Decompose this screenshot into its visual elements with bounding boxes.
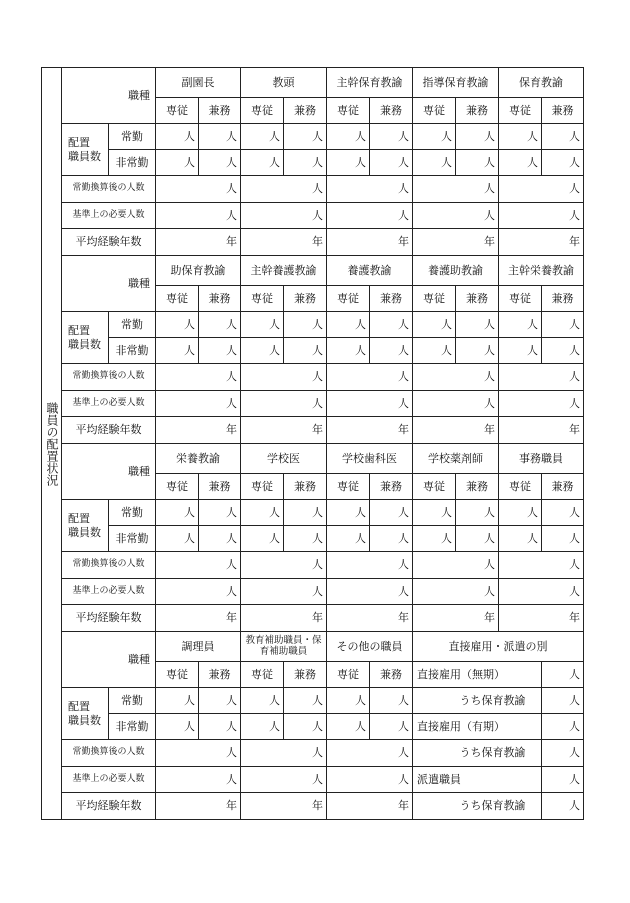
- senju-label: 専従: [156, 98, 199, 124]
- person-count-field[interactable]: 人: [284, 526, 327, 552]
- hijokin-label: 非常勤: [109, 150, 156, 176]
- employment-sub-label: うち保育教諭: [456, 793, 542, 820]
- role-header: 学校薬剤師: [413, 444, 499, 474]
- person-count-field[interactable]: 人: [370, 526, 413, 552]
- employment-label: 派遣職員: [413, 767, 542, 793]
- person-count-field[interactable]: 人: [156, 176, 241, 203]
- senju-label: 専従: [499, 474, 542, 500]
- hijokin-row: [42, 150, 584, 176]
- person-count-field[interactable]: 人: [542, 688, 584, 714]
- senju-label: 専従: [499, 286, 542, 312]
- keiken-label: 平均経験年数: [62, 417, 156, 444]
- person-count-field[interactable]: 人: [542, 740, 584, 767]
- role-header: 主幹栄養教諭: [499, 256, 584, 286]
- kenmu-label: 兼務: [542, 286, 584, 312]
- person-count-field[interactable]: 人: [199, 526, 241, 552]
- person-count-field[interactable]: 人: [542, 150, 584, 176]
- haichi-label-line1: 配置: [68, 323, 90, 337]
- person-count-field[interactable]: 人: [284, 150, 327, 176]
- person-count-field[interactable]: 人: [370, 312, 413, 338]
- kenmu-label: 兼務: [199, 662, 241, 688]
- hijokin-label: 非常勤: [109, 714, 156, 740]
- person-count-field[interactable]: 人: [542, 793, 584, 820]
- person-count-field[interactable]: 人: [456, 124, 499, 150]
- kijun-label: 基準上の必要人数: [62, 391, 156, 417]
- person-count-field[interactable]: 人: [284, 500, 327, 526]
- kansan-row: [42, 176, 584, 203]
- jokin-label: 常勤: [109, 688, 156, 714]
- person-count-field[interactable]: 人: [499, 500, 542, 526]
- role-header: 学校歯科医: [327, 444, 413, 474]
- kenmu-label: 兼務: [284, 474, 327, 500]
- senju-label: 専従: [156, 662, 199, 688]
- year-unit-field[interactable]: 年: [499, 417, 584, 444]
- keiken-label: 平均経験年数: [62, 605, 156, 632]
- person-count-field[interactable]: 人: [156, 740, 241, 767]
- person-count-field[interactable]: 人: [241, 552, 327, 579]
- kenmu-label: 兼務: [199, 98, 241, 124]
- person-count-field[interactable]: 人: [499, 124, 542, 150]
- role-header: 教育補助職員・保育補助職員: [241, 632, 327, 662]
- year-unit-field[interactable]: 年: [413, 417, 499, 444]
- person-count-field[interactable]: 人: [241, 312, 284, 338]
- year-unit-field[interactable]: 年: [156, 417, 241, 444]
- hijokin-label: 非常勤: [109, 338, 156, 364]
- kenmu-label: 兼務: [199, 474, 241, 500]
- year-unit-field[interactable]: 年: [413, 229, 499, 256]
- person-count-field[interactable]: 人: [370, 688, 413, 714]
- year-unit-field[interactable]: 年: [327, 793, 413, 820]
- year-unit-field[interactable]: 年: [156, 229, 241, 256]
- year-unit-field[interactable]: 年: [327, 417, 413, 444]
- person-count-field[interactable]: 人: [327, 526, 370, 552]
- person-count-field[interactable]: 人: [413, 364, 499, 391]
- person-count-field[interactable]: 人: [327, 338, 370, 364]
- person-count-field[interactable]: 人: [241, 526, 284, 552]
- keiken-row: [42, 417, 584, 444]
- person-count-field[interactable]: 人: [199, 338, 241, 364]
- person-count-field[interactable]: 人: [499, 526, 542, 552]
- kansan-row: [42, 364, 584, 391]
- role-header: 指導保育教諭: [413, 68, 499, 98]
- kenmu-label: 兼務: [370, 286, 413, 312]
- role-header: 主幹保育教諭: [327, 68, 413, 98]
- person-count-field[interactable]: 人: [241, 767, 327, 793]
- person-count-field[interactable]: 人: [456, 150, 499, 176]
- person-count-field[interactable]: 人: [413, 124, 456, 150]
- kenmu-label: 兼務: [456, 286, 499, 312]
- person-count-field[interactable]: 人: [413, 203, 499, 229]
- person-count-field[interactable]: 人: [241, 500, 284, 526]
- person-count-field[interactable]: 人: [284, 312, 327, 338]
- person-count-field[interactable]: 人: [327, 176, 413, 203]
- jokin-label: 常勤: [109, 500, 156, 526]
- senju-label: 専従: [241, 474, 284, 500]
- person-count-field[interactable]: 人: [327, 312, 370, 338]
- kansan-label: 常勤換算後の人数: [62, 364, 156, 391]
- senju-label: 専従: [241, 662, 284, 688]
- person-count-field[interactable]: 人: [542, 338, 584, 364]
- senju-label: 専従: [156, 286, 199, 312]
- role-header-row: [42, 444, 584, 474]
- person-count-field[interactable]: 人: [499, 203, 584, 229]
- jokin-row: [42, 124, 584, 150]
- keiken-row: [42, 793, 584, 820]
- indent-pad: [413, 740, 456, 767]
- year-unit-field[interactable]: 年: [241, 417, 327, 444]
- kijun-row: [42, 767, 584, 793]
- senju-label: 専従: [413, 98, 456, 124]
- kenmu-label: 兼務: [456, 98, 499, 124]
- jokin-row: [42, 500, 584, 526]
- shokushu-label: 職種: [62, 68, 156, 124]
- person-count-field[interactable]: 人: [499, 312, 542, 338]
- person-count-field[interactable]: 人: [241, 740, 327, 767]
- jokin-label: 常勤: [109, 312, 156, 338]
- kijun-row: [42, 391, 584, 417]
- year-unit-field[interactable]: 年: [241, 605, 327, 632]
- person-count-field[interactable]: 人: [499, 364, 584, 391]
- year-unit-field[interactable]: 年: [499, 229, 584, 256]
- role-header: 助保育教諭: [156, 256, 241, 286]
- person-count-field[interactable]: 人: [542, 767, 584, 793]
- person-count-field[interactable]: 人: [413, 579, 499, 605]
- year-unit-field[interactable]: 年: [327, 605, 413, 632]
- kenmu-label: 兼務: [456, 474, 499, 500]
- keiken-row: [42, 605, 584, 632]
- person-count-field[interactable]: 人: [199, 500, 241, 526]
- kijun-label: 基準上の必要人数: [62, 767, 156, 793]
- jokin-row: [42, 312, 584, 338]
- person-count-field[interactable]: 人: [241, 176, 327, 203]
- keiken-label: 平均経験年数: [62, 793, 156, 820]
- senju-label: 専従: [327, 474, 370, 500]
- person-count-field[interactable]: 人: [156, 688, 199, 714]
- haichi-label-line2: 職員数: [68, 337, 101, 351]
- haichi-label-line2: 職員数: [68, 149, 101, 163]
- role-header: 主幹養護教諭: [241, 256, 327, 286]
- kansan-row: [42, 740, 584, 767]
- person-count-field[interactable]: 人: [241, 150, 284, 176]
- person-count-field[interactable]: 人: [241, 579, 327, 605]
- kansan-label: 常勤換算後の人数: [62, 552, 156, 579]
- year-unit-field[interactable]: 年: [499, 605, 584, 632]
- keiken-label: 平均経験年数: [62, 229, 156, 256]
- employment-sub-label: うち保育教諭: [456, 688, 542, 714]
- kenmu-label: 兼務: [199, 286, 241, 312]
- senju-label: 専従: [327, 662, 370, 688]
- person-count-field[interactable]: 人: [199, 714, 241, 740]
- year-unit-field[interactable]: 年: [327, 229, 413, 256]
- person-count-field[interactable]: 人: [456, 526, 499, 552]
- haichi-label: [62, 500, 109, 552]
- person-count-field[interactable]: 人: [241, 124, 284, 150]
- hijokin-row: [42, 526, 584, 552]
- role-header-row: [42, 632, 584, 662]
- indent-pad: [413, 688, 456, 714]
- person-count-field[interactable]: 人: [156, 714, 199, 740]
- person-count-field[interactable]: 人: [327, 688, 370, 714]
- person-count-field[interactable]: 人: [284, 714, 327, 740]
- year-unit-field[interactable]: 年: [413, 605, 499, 632]
- role-header-row: [42, 68, 584, 98]
- person-count-field[interactable]: 人: [327, 391, 413, 417]
- person-count-field[interactable]: 人: [156, 150, 199, 176]
- hijokin-label: 非常勤: [109, 526, 156, 552]
- senju-label: 専従: [241, 98, 284, 124]
- kijun-label: 基準上の必要人数: [62, 579, 156, 605]
- senju-label: 専従: [241, 286, 284, 312]
- kijun-row: [42, 579, 584, 605]
- person-count-field[interactable]: 人: [542, 124, 584, 150]
- role-header: 学校医: [241, 444, 327, 474]
- kijun-label: 基準上の必要人数: [62, 203, 156, 229]
- person-count-field[interactable]: 人: [370, 150, 413, 176]
- haichi-label-line1: 配置: [68, 699, 90, 713]
- senju-label: 専従: [327, 98, 370, 124]
- kenmu-label: 兼務: [542, 98, 584, 124]
- person-count-field[interactable]: 人: [241, 391, 327, 417]
- person-count-field[interactable]: 人: [327, 124, 370, 150]
- person-count-field[interactable]: 人: [370, 124, 413, 150]
- indent-pad: [413, 793, 456, 820]
- hijokin-row: [42, 338, 584, 364]
- person-count-field[interactable]: 人: [327, 500, 370, 526]
- person-count-field[interactable]: 人: [413, 552, 499, 579]
- person-count-field[interactable]: 人: [413, 500, 456, 526]
- person-count-field[interactable]: 人: [370, 500, 413, 526]
- person-count-field[interactable]: 人: [284, 124, 327, 150]
- person-count-field[interactable]: 人: [327, 150, 370, 176]
- role-header: 栄養教諭: [156, 444, 241, 474]
- person-count-field[interactable]: 人: [327, 364, 413, 391]
- person-count-field[interactable]: 人: [327, 714, 370, 740]
- person-count-field[interactable]: 人: [413, 312, 456, 338]
- staff-placement-table: [41, 67, 584, 820]
- role-header-row: [42, 256, 584, 286]
- person-count-field[interactable]: 人: [456, 312, 499, 338]
- person-count-field[interactable]: 人: [199, 312, 241, 338]
- person-count-field[interactable]: 人: [499, 391, 584, 417]
- person-count-field[interactable]: 人: [542, 500, 584, 526]
- senju-label: 専従: [413, 474, 456, 500]
- role-header: 養護教諭: [327, 256, 413, 286]
- person-count-field[interactable]: 人: [241, 688, 284, 714]
- senju-label: 専従: [327, 286, 370, 312]
- kansan-row: [42, 552, 584, 579]
- kijun-row: [42, 203, 584, 229]
- haichi-label-line1: 配置: [68, 511, 90, 525]
- year-unit-field[interactable]: 年: [241, 793, 327, 820]
- kenmu-label: 兼務: [370, 662, 413, 688]
- person-count-field[interactable]: 人: [284, 688, 327, 714]
- person-count-field[interactable]: 人: [542, 526, 584, 552]
- person-count-field[interactable]: 人: [156, 767, 241, 793]
- person-count-field[interactable]: 人: [499, 176, 584, 203]
- person-count-field[interactable]: 人: [241, 203, 327, 229]
- person-count-field[interactable]: 人: [284, 338, 327, 364]
- person-count-field[interactable]: 人: [413, 338, 456, 364]
- jokin-row: [42, 688, 584, 714]
- kenmu-label: 兼務: [284, 662, 327, 688]
- haichi-label-line2: 職員数: [68, 525, 101, 539]
- person-count-field[interactable]: 人: [199, 688, 241, 714]
- person-count-field[interactable]: 人: [499, 579, 584, 605]
- person-count-field[interactable]: 人: [456, 338, 499, 364]
- person-count-field[interactable]: 人: [156, 312, 199, 338]
- haichi-label: [62, 124, 109, 176]
- person-count-field[interactable]: 人: [542, 312, 584, 338]
- person-count-field[interactable]: 人: [156, 124, 199, 150]
- person-count-field[interactable]: 人: [499, 150, 542, 176]
- person-count-field[interactable]: 人: [413, 176, 499, 203]
- person-count-field[interactable]: 人: [241, 714, 284, 740]
- kenmu-label: 兼務: [542, 474, 584, 500]
- haichi-label-line2: 職員数: [68, 713, 101, 727]
- senju-label: 専従: [499, 98, 542, 124]
- employment-label: 直接雇用（無期）: [413, 662, 542, 688]
- person-count-field[interactable]: 人: [156, 552, 241, 579]
- employment-header: 直接雇用・派遣の別: [413, 632, 584, 662]
- person-count-field[interactable]: 人: [370, 714, 413, 740]
- haichi-label: [62, 688, 109, 740]
- hijokin-row: [42, 714, 584, 740]
- kenmu-label: 兼務: [370, 474, 413, 500]
- person-count-field[interactable]: 人: [413, 150, 456, 176]
- kansan-label: 常勤換算後の人数: [62, 740, 156, 767]
- person-count-field[interactable]: 人: [456, 500, 499, 526]
- kenmu-label: 兼務: [370, 98, 413, 124]
- shokushu-label: 職種: [62, 444, 156, 500]
- senju-label: 専従: [413, 286, 456, 312]
- kansan-label: 常勤換算後の人数: [62, 176, 156, 203]
- employment-label: 直接雇用（有期）: [413, 714, 542, 740]
- person-count-field[interactable]: 人: [241, 338, 284, 364]
- kenmu-label: 兼務: [284, 98, 327, 124]
- kenmu-label: 兼務: [284, 286, 327, 312]
- person-count-field[interactable]: 人: [156, 500, 199, 526]
- person-count-field[interactable]: 人: [156, 364, 241, 391]
- person-count-field[interactable]: 人: [199, 150, 241, 176]
- senju-label: 専従: [156, 474, 199, 500]
- person-count-field[interactable]: 人: [327, 579, 413, 605]
- person-count-field[interactable]: 人: [542, 714, 584, 740]
- person-count-field[interactable]: 人: [156, 579, 241, 605]
- person-count-field[interactable]: 人: [413, 391, 499, 417]
- haichi-label: [62, 312, 109, 364]
- side-label: 職員の配置状況: [42, 68, 62, 820]
- person-count-field[interactable]: 人: [327, 203, 413, 229]
- role-header: 調理員: [156, 632, 241, 662]
- role-header: 事務職員: [499, 444, 584, 474]
- person-count-field[interactable]: 人: [499, 338, 542, 364]
- person-count-field[interactable]: 人: [199, 124, 241, 150]
- role-header: 養護助教諭: [413, 256, 499, 286]
- person-count-field[interactable]: 人: [542, 662, 584, 688]
- person-count-field[interactable]: 人: [413, 526, 456, 552]
- person-count-field[interactable]: 人: [370, 338, 413, 364]
- year-unit-field[interactable]: 年: [156, 605, 241, 632]
- role-header: 副園長: [156, 68, 241, 98]
- person-count-field[interactable]: 人: [327, 740, 413, 767]
- shokushu-label: 職種: [62, 256, 156, 312]
- role-header: その他の職員: [327, 632, 413, 662]
- person-count-field[interactable]: 人: [156, 338, 199, 364]
- person-count-field[interactable]: 人: [156, 203, 241, 229]
- shokushu-label: 職種: [62, 632, 156, 688]
- employment-sub-label: うち保育教諭: [456, 740, 542, 767]
- year-unit-field[interactable]: 年: [156, 793, 241, 820]
- person-count-field[interactable]: 人: [327, 767, 413, 793]
- role-header: 教頭: [241, 68, 327, 98]
- keiken-row: [42, 229, 584, 256]
- year-unit-field[interactable]: 年: [241, 229, 327, 256]
- person-count-field[interactable]: 人: [156, 391, 241, 417]
- haichi-label-line1: 配置: [68, 135, 90, 149]
- role-header: 保育教諭: [499, 68, 584, 98]
- person-count-field[interactable]: 人: [241, 364, 327, 391]
- person-count-field[interactable]: 人: [156, 526, 199, 552]
- jokin-label: 常勤: [109, 124, 156, 150]
- person-count-field[interactable]: 人: [499, 552, 584, 579]
- person-count-field[interactable]: 人: [327, 552, 413, 579]
